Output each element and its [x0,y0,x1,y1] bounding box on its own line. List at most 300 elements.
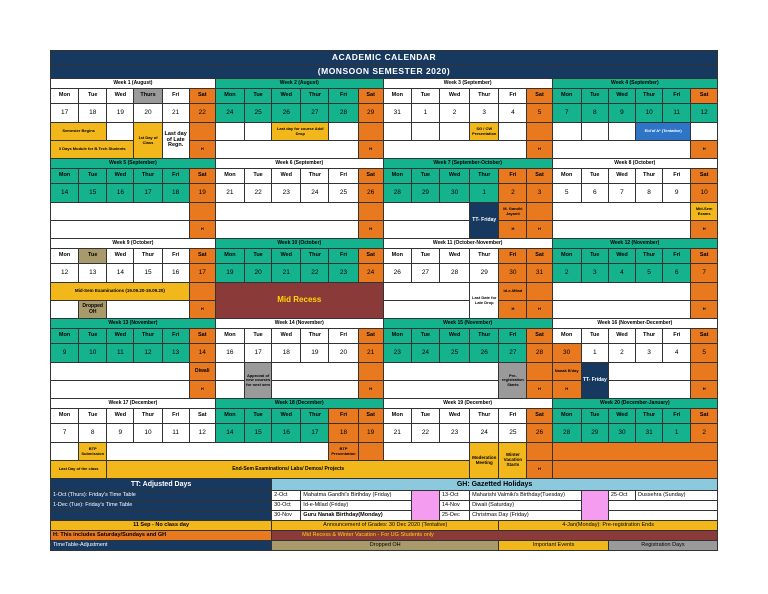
date-cell: 2 [691,424,718,443]
holiday-h: H [189,221,215,239]
date-cell: 10 [134,424,162,443]
week-label: Week 7 (September-October) [383,159,552,169]
day-name: Thur [470,409,499,424]
day-name: Thur [134,409,162,424]
event-empty [383,123,411,141]
day-name: Thur [636,169,663,184]
date-cell: 30 [608,424,635,443]
day-name: Mon [552,329,581,344]
date-cell: 15 [245,424,272,443]
date-cell: 19 [215,264,244,283]
date-cell: 28 [527,344,552,363]
date-cell: 28 [552,424,581,443]
day-name: Tue [581,409,608,424]
event-empty [107,123,134,141]
event-tt-friday: TT- Friday [470,203,499,239]
day-name: Mon [215,89,244,104]
day-name: Fri [162,329,189,344]
legend-grades: Announcement of Grades: 30 Dec 2020 (Tentative) [272,521,499,531]
holiday-cell [358,443,383,461]
event-empty [383,283,469,301]
date-cell: 10 [79,344,107,363]
day-name: Mon [383,409,411,424]
day-name: Fri [663,169,691,184]
day-name: Thur [470,89,499,104]
day-name: Sat [358,89,383,104]
event-tt-friday: TT- Friday [581,363,608,399]
event-empty [383,381,499,399]
date-cell: 17 [51,104,79,123]
date-cell: 26 [358,184,383,203]
date-cell: 26 [527,424,552,443]
gh-empty [608,511,717,521]
day-name: Sat [189,89,215,104]
holiday-h: H [499,221,527,239]
week-label: Week 8 (October) [552,159,717,169]
event-empty [581,123,608,141]
event-empty [552,123,581,141]
event-first-day: 1st Day of Class [134,123,162,159]
day-name: Tue [79,249,107,264]
date-cell: 14 [215,424,244,443]
day-name: Fri [329,409,358,424]
day-name: Fri [162,89,189,104]
day-name: Tue [245,409,272,424]
day-name: Sat [358,249,383,264]
date-cell: 20 [329,344,358,363]
date-cell: 9 [107,424,134,443]
date-cell: 24 [358,264,383,283]
day-name: Mon [383,329,411,344]
date-cell: 8 [79,424,107,443]
day-name: Tue [245,169,272,184]
event-last-day-class: Last Day of the class [51,461,107,479]
day-name: Sat [189,249,215,264]
date-cell: 29 [411,184,439,203]
day-name: Wed [107,169,134,184]
week-label: Week 5 (September) [51,159,216,169]
event-empty [107,443,329,461]
day-name: Tue [581,89,608,104]
date-cell: 29 [470,264,499,283]
date-cell: 19 [107,104,134,123]
date-cell: 12 [51,264,79,283]
legend-empty [51,511,272,521]
date-cell: 26 [272,104,301,123]
date-cell: 3 [470,104,499,123]
day-name: Thurs [134,89,162,104]
date-cell: 13 [79,264,107,283]
event-empty [608,381,690,399]
event-empty [383,443,469,461]
event-last-day-late-regn: Last day of Late Regn. [162,123,189,159]
week-label: Week 10 (October) [215,239,383,249]
gh-color-pink [411,491,439,521]
day-name: Sat [691,249,718,264]
day-name: Tue [79,329,107,344]
day-name: Fri [499,409,527,424]
event-empty [215,221,358,239]
week-label: Week 6 (September) [215,159,383,169]
day-name: Mon [215,249,244,264]
day-name: Tue [581,329,608,344]
date-cell: 13 [162,344,189,363]
date-cell: 23 [329,264,358,283]
date-cell: 8 [581,104,608,123]
week-label: Week 14 (November) [215,319,383,329]
day-name: Mon [383,89,411,104]
date-cell: 3 [527,184,552,203]
day-name: Sat [691,169,718,184]
date-cell: 20 [245,264,272,283]
event-empty [215,363,244,381]
day-name: Sat [527,169,552,184]
day-name: Sat [527,89,552,104]
day-name: Mon [215,409,244,424]
event-eid: Eid'ul'A* (Tentative) [636,123,691,141]
event-empty [245,123,272,141]
event-pre-registration: Pre-registration Starts [499,363,527,399]
holiday-h: H [527,381,552,399]
event-empty [329,123,358,141]
week-label: Week 12 (November) [552,239,717,249]
academic-calendar [50,50,718,551]
legend-tt1: 1-Oct (Thurs): Friday's Time Table [51,491,272,501]
day-name: Fri [499,89,527,104]
legend-tt-adjustment: TimeTable-Adjustment [51,541,272,551]
day-name: Mon [51,169,79,184]
date-cell: 27 [499,344,527,363]
event-approval-new-courses: Approval of new courses for next sem [245,363,272,399]
day-name: Sat [527,409,552,424]
day-name: Thur [134,249,162,264]
date-cell: 9 [608,104,635,123]
date-cell: 2 [499,184,527,203]
date-cell: 12 [134,344,162,363]
event-module: 3 Days Module for B.Tech Students [51,141,134,159]
holiday-cell [189,123,215,141]
day-name: Wed [608,169,635,184]
date-cell: 23 [440,424,470,443]
date-cell: 30 [440,184,470,203]
holiday-cell [552,443,717,461]
event-empty [383,221,469,239]
date-cell: 4 [608,264,635,283]
holiday-cell [527,203,552,221]
holiday-cell [189,203,215,221]
gh-date: 2-Oct [272,491,301,501]
week-label: Week 3 (September) [383,79,552,89]
event-empty [51,443,79,461]
holiday-cell [527,363,552,381]
holiday-cell [552,461,717,479]
day-name: Mon [51,89,79,104]
date-cell: 10 [636,104,663,123]
holiday-h: H [189,141,215,159]
holiday-h: H [358,141,383,159]
event-empty [215,141,358,159]
date-cell: 9 [663,184,691,203]
day-name: Sat [189,169,215,184]
date-cell: 17 [134,184,162,203]
date-cell: 6 [581,184,608,203]
date-cell: 1 [470,184,499,203]
day-name: Fri [499,329,527,344]
week-label: Week 17 (December) [51,399,216,409]
date-cell: 2 [552,264,581,283]
week-label: Week 9 (October) [51,239,216,249]
holiday-h: H [358,221,383,239]
date-cell: 4 [499,104,527,123]
day-name: Wed [107,89,134,104]
holiday-h: H [552,381,581,399]
date-cell: 19 [358,424,383,443]
event-empty [608,123,635,141]
date-cell: 1 [581,344,608,363]
day-name: Mon [552,89,581,104]
date-cell: 7 [691,264,718,283]
date-cell: 6 [663,264,691,283]
day-name: Wed [608,329,635,344]
event-empty [51,221,190,239]
gh-date: 25-Oct [608,491,635,501]
legend-prereg-ends: 4-Jan(Monday): Pre-registration Ends [499,521,718,531]
event-empty [272,381,358,399]
week-label: Week 13 (November) [51,319,216,329]
date-cell: 15 [134,264,162,283]
day-name: Fri [663,409,691,424]
date-cell: 24 [215,104,244,123]
date-cell: 17 [189,264,215,283]
day-name: Wed [107,249,134,264]
day-name: Sat [691,329,718,344]
holiday-cell [358,123,383,141]
date-cell: 27 [411,264,439,283]
day-name: Mon [383,249,411,264]
day-name: Fri [663,249,691,264]
date-cell: 21 [272,264,301,283]
week-label: Week 15 (November) [383,319,552,329]
date-cell: 12 [189,424,215,443]
event-empty [411,123,439,141]
holiday-h: H [527,141,552,159]
day-name: Fri [663,89,691,104]
date-cell: 30 [552,344,581,363]
date-cell: 21 [162,104,189,123]
holiday-cell [527,123,552,141]
day-name: Sat [358,409,383,424]
event-mid-recess: Mid Recess [215,283,383,319]
date-cell: 3 [581,264,608,283]
gh-name: Mahatma Gandhi's Birthday (Friday) [301,491,412,501]
legend-dropped-oh: Dropped OH [272,541,499,551]
legend-important-events: Important Events [499,541,609,551]
date-cell: 10 [691,184,718,203]
date-cell: 18 [162,184,189,203]
date-cell: 22 [189,104,215,123]
date-cell: 5 [636,264,663,283]
date-cell: 21 [383,424,411,443]
gh-date: 14-Nov [440,501,470,511]
date-cell: 25 [329,184,358,203]
day-name: Tue [411,249,439,264]
event-sg-cw: SG / CW Presentation [470,123,499,141]
gh-name: Diwali (Saturday) [470,501,582,511]
date-cell: 19 [301,344,329,363]
day-name: Sat [358,169,383,184]
day-name: Tue [581,249,608,264]
event-empty [51,203,190,221]
date-cell: 25 [499,424,527,443]
day-name: Wed [272,169,301,184]
week-label: Week 19 (December) [383,399,552,409]
event-moderation: Moderation Meeting [470,443,499,479]
date-cell: 24 [301,184,329,203]
gh-name: Guru Nanak Birthday(Monday) [301,511,412,521]
date-cell: 18 [79,104,107,123]
date-cell: 25 [440,344,470,363]
event-empty [552,221,691,239]
date-cell: 20 [134,104,162,123]
day-name: Fri [329,329,358,344]
event-empty [383,301,469,319]
holiday-cell [527,283,552,301]
day-name: Thur [301,249,329,264]
date-cell: 28 [383,184,411,203]
date-cell: 5 [527,104,552,123]
event-empty [51,363,190,381]
legend-gh-title: GH: Gazetted Holidays [272,479,718,491]
date-cell: 24 [470,424,499,443]
day-name: Tue [79,89,107,104]
day-name: Sat [358,329,383,344]
day-name: Tue [245,329,272,344]
day-name: Wed [440,169,470,184]
event-empty [383,141,527,159]
date-cell: 27 [301,104,329,123]
date-cell: 14 [51,184,79,203]
day-name: Thur [636,409,663,424]
day-name: Thur [470,169,499,184]
holiday-cell [358,203,383,221]
date-cell: 25 [245,104,272,123]
day-name: Mon [51,329,79,344]
day-name: Fri [329,249,358,264]
event-diwali: Diwali [189,363,215,381]
day-name: Thur [301,169,329,184]
day-name: Mon [552,169,581,184]
day-name: Tue [411,329,439,344]
date-cell: 16 [107,184,134,203]
event-id-e-milad: Id-e-Milad [499,283,527,301]
date-cell: 22 [411,424,439,443]
event-btp-presentation: BTP Presentation [329,443,358,461]
day-name: Wed [608,249,635,264]
holiday-cell [691,363,718,381]
event-empty [215,203,358,221]
date-cell: 26 [383,264,411,283]
day-name: Wed [608,409,635,424]
holiday-h: H [691,141,718,159]
day-name: Tue [79,409,107,424]
day-name: Sat [691,409,718,424]
date-cell: 15 [79,184,107,203]
day-name: Fri [329,89,358,104]
legend-winter-note: Mid Recess & Winter Vacation - For UG Students only [272,531,718,541]
day-name: Tue [79,169,107,184]
event-dropped-oh: Dropped OH [79,301,107,319]
event-empty [51,301,79,319]
day-name: Wed [440,409,470,424]
holiday-h: H [358,381,383,399]
gh-empty [608,501,717,511]
day-name: Mon [51,249,79,264]
holiday-h: H [527,221,552,239]
date-cell: 31 [527,264,552,283]
holiday-h: H [691,221,718,239]
event-endsem: End-Sem Examinations/ Labs/ Demos/ Projects [107,461,470,479]
date-cell: 2 [440,104,470,123]
day-name: Mon [552,249,581,264]
day-name: Tue [411,409,439,424]
date-cell: 30 [499,264,527,283]
date-cell: 22 [245,184,272,203]
date-cell: 1 [663,424,691,443]
calendar-subtitle: (MONSOON SEMESTER 2020) [51,65,718,79]
day-name: Thur [134,329,162,344]
holiday-cell [189,283,215,301]
date-cell: 26 [470,344,499,363]
holiday-h: H [691,301,718,319]
event-empty [499,123,527,141]
event-midsem-examinations: Mid-Sem Examinations (19.09.20-19.09.20) [51,283,190,301]
event-last-day-add-drop: Last day for course Add/ Drop [272,123,329,141]
day-name: Thur [636,249,663,264]
day-name: Fri [162,249,189,264]
week-label: Week 20 (December-January) [552,399,717,409]
day-name: Thur [636,89,663,104]
date-cell: 23 [272,184,301,203]
week-label: Week 1 (August) [51,79,216,89]
day-name: Fri [162,409,189,424]
day-name: Wed [440,89,470,104]
date-cell: 21 [358,344,383,363]
holiday-cell [527,443,552,461]
day-name: Fri [329,169,358,184]
calendar-title: ACADEMIC CALENDAR [51,51,718,65]
day-name: Sat [189,329,215,344]
event-winter-vacation: Winter Vacation Starts [499,443,527,479]
date-cell: 14 [107,264,134,283]
day-name: Wed [272,249,301,264]
day-name: Sat [189,409,215,424]
holiday-h: H [189,301,215,319]
day-name: Fri [499,249,527,264]
day-name: Wed [608,89,635,104]
day-name: Wed [272,409,301,424]
date-cell: 31 [636,424,663,443]
gh-name: Dussehra (Sunday) [636,491,718,501]
date-cell: 7 [552,104,581,123]
day-name: Wed [272,329,301,344]
event-empty [107,301,189,319]
day-name: Thur [470,249,499,264]
event-empty [552,141,691,159]
event-midsem-exams: Mid-Sem Exams [691,203,718,221]
day-name: Fri [499,169,527,184]
week-label: Week 18 (December) [215,399,383,409]
date-cell: 18 [272,344,301,363]
